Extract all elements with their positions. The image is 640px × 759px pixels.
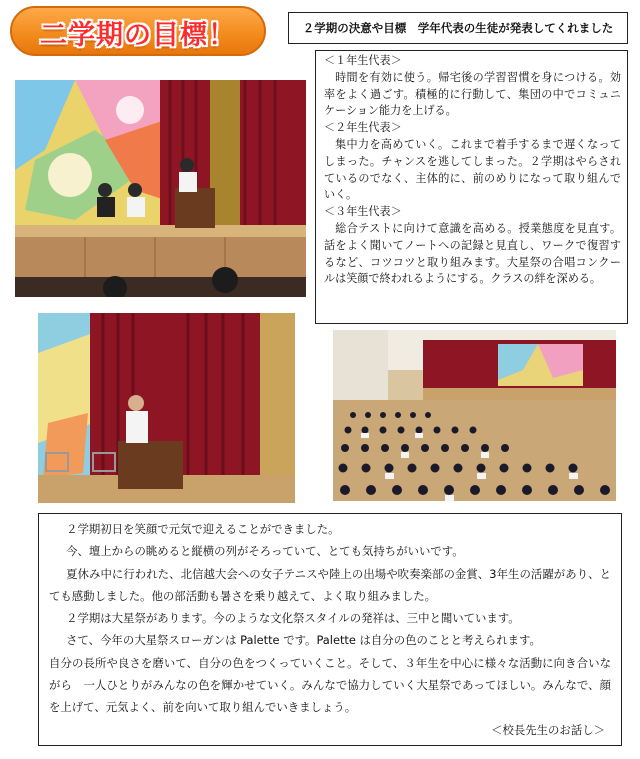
rep-label-2: ＜２年生代表＞ <box>324 121 402 135</box>
rep-label-1: ＜１年生代表＞ <box>324 54 402 67</box>
message-paragraph-3: 夏休み中に行われた、北信越大会への女子テニスや陸上の出場や吹奏楽部の金賞、3年生の活躍があり、とても感動しました。他の部活動も暑さを乗り越えて、よく取り組みました。 <box>49 566 611 603</box>
message-paragraph-5: さて、今年の大星祭スローガンは Palette です。Palette は自分の色のことと考えられます。 <box>66 633 541 648</box>
page-title: 二学期の目標！ <box>40 20 236 51</box>
message-paragraph-2: 今、壇上からの眺めると縦横の列がそろっていて、とても気持ちがいいです。 <box>66 544 464 559</box>
photo-principal-speech <box>38 313 295 503</box>
message-paragraph-1: ２学期初日を笑顔で元気で迎えることができました。 <box>66 522 340 536</box>
principal-message-box <box>38 513 622 746</box>
message-continuation: 自分の長所や良さを磨いて、自分の色をつくっていくこと。そして、３年生を中心に様々な活動に向き合いながら 一人ひとりがみんなの色を輝かせていく。みんなで協力していく大星祭であってほしい。みんなで、顔を上げて、元気よく、前を向いて取り組んでいきましょう。 <box>49 655 611 715</box>
representatives-box <box>315 50 628 324</box>
photo-student-representatives <box>15 80 306 297</box>
message-paragraph-4: ２学期は大星祭があります。今のような文化祭スタイルの発祥は、三中と聞いています。 <box>66 611 520 626</box>
photo-gym-assembly <box>333 330 616 501</box>
rep-label-3: ＜３年生代表＞ <box>324 205 402 219</box>
message-signature: ＜校長先生のお話し＞ <box>491 722 605 737</box>
rep-text-2: 集中力を高めていく。これまで着手するまで遅くなってしまった。チャンスを逃してしまった。２学期はやらされているのでなく、主体的に、前のめりになって取り組んでいく。 <box>324 137 621 202</box>
header-caption-box <box>288 12 628 44</box>
title-banner <box>10 6 266 56</box>
rep-text-3: 総合テストに向けて意識を高める。授業態度を見直す。話をよく聞いてノートへの記録と見直し、ワークで復習するなど、コツコツと取り組みます。大星祭の合唱コンクールは笑顔で終われるようにする。クラスの絆を深める。 <box>324 221 621 286</box>
rep-text-1: 時間を有効に使う。帰宅後の学習習慣を身につける。効率をよく過ごす。積極的に行動して、集団の中でコミュニケーション能力を上げる。 <box>324 70 621 118</box>
header-caption: ２学期の決意や目標 学年代表の生徒が発表してくれました <box>302 21 614 35</box>
